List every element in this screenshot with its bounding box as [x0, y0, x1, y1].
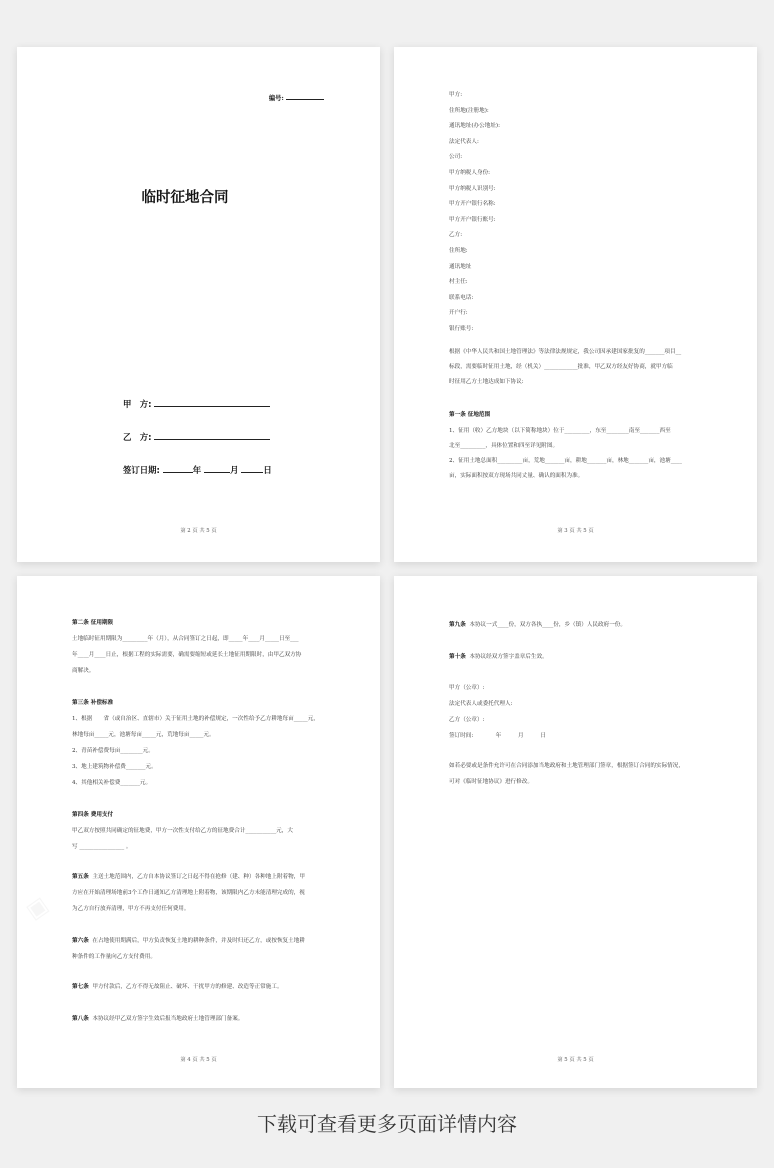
party-field: 通讯地址(办公地址):: [449, 123, 500, 130]
year-label: 年: [192, 465, 202, 475]
page-parties: [394, 47, 757, 562]
article-1-line: 2、征用土地总面积_________亩，荒地_______亩，耕地_______亩，林地_______亩，池塘____: [449, 458, 682, 464]
article-8-label: 第八条: [72, 1016, 89, 1022]
page-footer: 第 3 页 共 5 页: [557, 528, 594, 534]
month-label: 月: [230, 465, 239, 475]
article-9-label: 第九条: [449, 622, 466, 628]
article-3-line: 3、地上建筑物补偿费_______元。: [72, 764, 157, 770]
article-7-line: 第七条 甲方付款后，乙方不得无故阻止、破坏、干扰甲方的修建、改造等正常施工。: [72, 984, 283, 990]
article-4-line: 写 ________________ 。: [72, 844, 132, 850]
article-3-title: 第三条 补偿标准: [72, 700, 114, 706]
party-a-label: 甲 方:: [123, 399, 152, 409]
page-footer: 第 4 页 共 5 页: [180, 1057, 217, 1063]
page-articles-2-8: [17, 576, 380, 1088]
article-5-label: 第五条: [72, 874, 89, 880]
article-2-title: 第二条 征用期限: [72, 620, 114, 626]
article-3-line: 4、其他相关补偿费_______元。: [72, 780, 152, 786]
party-field: 村主任:: [449, 279, 468, 286]
party-b-blank: [154, 431, 270, 440]
party-field: 甲方纳税人身份:: [449, 170, 491, 176]
party-a-blank: [154, 398, 270, 407]
article-8-line: 第八条 本协议经甲乙双方签字生效后报当地政府土地管理部门备案。: [72, 1016, 244, 1022]
party-field: 住所地(注册地):: [449, 107, 489, 114]
party-field: 公司:: [449, 154, 463, 161]
article-2-line: 土地临时征用期限为_________年（月），从合同签订之日起，即_____年____月_____日至___: [72, 636, 299, 642]
party-field: 开户行:: [449, 310, 468, 317]
page-footer: 第 5 页 共 5 页: [557, 1057, 594, 1063]
intro-line: 标段，需要临时征用土地，经（机关）____________批准，甲乙双方经友好协商，就甲方临: [449, 364, 673, 370]
article-9-line: 第九条 本协议一式____份，双方各执____份，乡（镇）人民政府一份。: [449, 622, 626, 628]
note-line: 可对《临时征地协议》进行修改。: [449, 779, 533, 785]
page-footer: 第 2 页 共 5 页: [180, 528, 217, 534]
article-5-line: 为乙方自行放弃清理，甲方不再支付任何费用。: [72, 906, 190, 912]
party-field: 乙方:: [449, 232, 463, 239]
party-field: 法定代表人:: [449, 138, 479, 145]
contract-number-blank: [286, 93, 324, 100]
sign-line: 法定代表人或委托代理人:: [449, 701, 513, 707]
article-10-line: 第十条 本协议经双方签字盖章后生效。: [449, 654, 548, 660]
article-6-line: 第六条 在占地使用期满后，甲方负责恢复土地的耕种条件，并及时归还乙方，或按恢复土地耕: [72, 938, 305, 944]
party-field: 甲方开户银行名称:: [449, 201, 496, 208]
sign-date-line: [123, 464, 272, 476]
article-5-line: 第五条 主送土地范围内，乙方自本协议签订之日起不得在抢修（建、种）各种地上附着物，甲: [72, 874, 305, 880]
party-field: 银行账号:: [449, 326, 474, 332]
sign-line: 乙方（公章）:: [449, 717, 485, 723]
article-1-title: 第一条 征地范围: [449, 412, 491, 418]
article-1-line: 1、征用（收）乙方地块（以下简称地块）位于_________，东至________南至_______西至: [449, 428, 671, 434]
article-6-line: 种条件的工作量向乙方支付费用。: [72, 954, 156, 960]
article-2-line: 年____月____日止，根据工程的实际需要，确需要缩短或延长土地征用期限时，由甲乙双方协: [72, 652, 302, 658]
contract-number: [269, 93, 324, 102]
article-4-title: 第四条 费用支付: [72, 812, 114, 818]
article-7-label: 第七条: [72, 984, 89, 990]
article-6-label: 第六条: [72, 938, 89, 944]
watermark: [22, 892, 53, 924]
article-1-line: 北至_________，具体位置和四至详见附图。: [449, 443, 559, 449]
article-10-label: 第十条: [449, 654, 466, 660]
article-4-line: 甲乙双方按照共同确定的征地费，甲方一次性支付给乙方的征地费合计___________元，大: [72, 828, 293, 834]
sign-line: 签订时间: 年 月 日: [449, 733, 546, 739]
document-title: 临时征地合同: [141, 190, 229, 206]
note-line: 如若必要或是条件允许可在合同添加当地政府和土地管理部门签章，根据签订合同的实际情况，: [449, 763, 684, 769]
page-articles-9-10: [394, 576, 757, 1088]
party-b-line: [123, 431, 270, 443]
sign-line: 甲方（公章）:: [449, 685, 485, 691]
party-field: 甲方开户银行账号:: [449, 216, 496, 223]
party-field: 住所地:: [449, 248, 468, 254]
party-field: 联系电话:: [449, 294, 474, 301]
intro-line: 时征用乙方土地达成如下协议:: [449, 379, 524, 385]
party-field: 甲方:: [449, 92, 463, 98]
article-2-line: 商解决。: [72, 668, 95, 674]
download-caption: 下载可查看更多页面详情内容: [257, 1112, 517, 1136]
page-cover: [17, 47, 380, 562]
intro-line: 根据《中华人民共和国土地管理法》等法律法规规定，我公司因承建国家批复的_______项目__: [449, 349, 682, 355]
party-field: 甲方纳税人识别号:: [449, 185, 496, 192]
contract-number-label: 编号:: [268, 95, 284, 102]
article-5-line: 方应在开始清理场地前3个工作日通知乙方清理地上附着物，该期限内乙方未能清理完成的，视: [72, 890, 305, 896]
article-1-line: 亩，实际面积按双方现场共同丈量、确认的面积为准。: [449, 473, 584, 479]
sign-date-label: 签订日期:: [123, 465, 160, 475]
party-b-label: 乙 方:: [123, 432, 152, 442]
article-3-line: 1、根据 省（或自治区、直辖市）关于征用土地的补偿规定，一次性给予乙方耕地每亩_____元，: [72, 716, 319, 722]
party-field: 通讯地址: [449, 263, 472, 270]
article-3-line: 2、青苗补偿费每亩________元。: [72, 748, 154, 754]
article-3-line: 林地每亩_____元，池塘每亩_____元，荒地每亩_____元。: [72, 732, 215, 738]
party-a-line: [123, 398, 270, 410]
day-label: 日: [263, 465, 272, 475]
